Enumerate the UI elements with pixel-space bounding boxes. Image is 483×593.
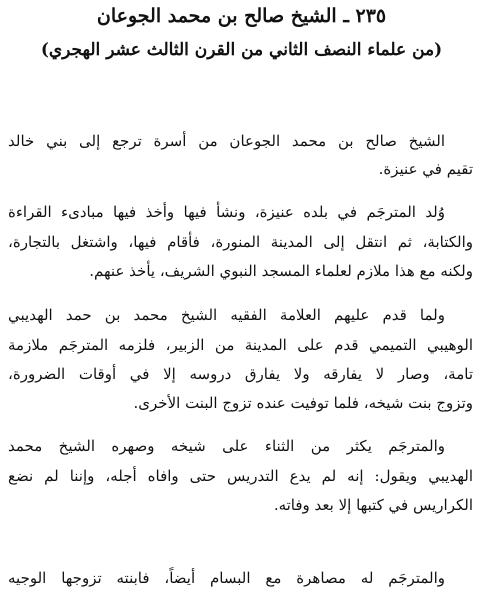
paragraph-line: والمترجَم له مصاهرة مع البسام أيضاً، فابنته تزوجها الوجيه: [8, 569, 445, 587]
paragraph-line: الكراريس في كتبها إلا بعد وفاته.: [273, 496, 473, 514]
paragraph-line: الهديبي ويقول: إنه لم يدع التدريس حتى وافاه أجله، وإننا لم نضع: [8, 467, 473, 485]
paragraph-line: الوهيبي التميمي قدم على المدينة من الزبير، فلزمه المترجَم ملازمة: [8, 336, 473, 354]
paragraph-line: والمترجَم يكثر من الثناء على شيخه وصهره الشيخ محمد: [8, 437, 445, 455]
paragraph-line: وُلد المترجَم في بلده عنيزة، ونشأ فيها وأخذ فيها مبادىء القراءة: [8, 203, 445, 221]
paragraph-line: الشيخ صالح بن محمد الجوعان من أسرة ترجع إلى بني خالد: [8, 132, 445, 150]
paragraph-line: والكتابة، ثم انتقل إلى المدينة المنورة، فأقام فيها، واشتغل بالتجارة،: [8, 233, 473, 251]
entry-subtitle: (من علماء النصف الثاني من القرن الثالث عشر الهجري): [40, 40, 443, 60]
paragraph-line: تامة، وصار لا يفارقه ولا يفارق دروسه إلا في أوقات الضرورة،: [8, 365, 473, 383]
paragraph-line: ولكنه مع هذا ملازم لعلماء المسجد النبوي الشريف، يأخذ عنهم.: [89, 262, 473, 280]
paragraph-line: تقيم في عنيزة.: [378, 160, 473, 178]
paragraph-line: وتزوج بنت شيخه، فلما توفيت عنده تزوج البنت الأخرى.: [133, 394, 473, 412]
entry-title: ٢٣٥ ـ الشيخ صالح بن محمد الجوعان: [96, 5, 387, 27]
paragraph-line: ولما قدم عليهم العلامة الفقيه الشيخ محمد بن حمد الهديبي: [8, 306, 445, 324]
